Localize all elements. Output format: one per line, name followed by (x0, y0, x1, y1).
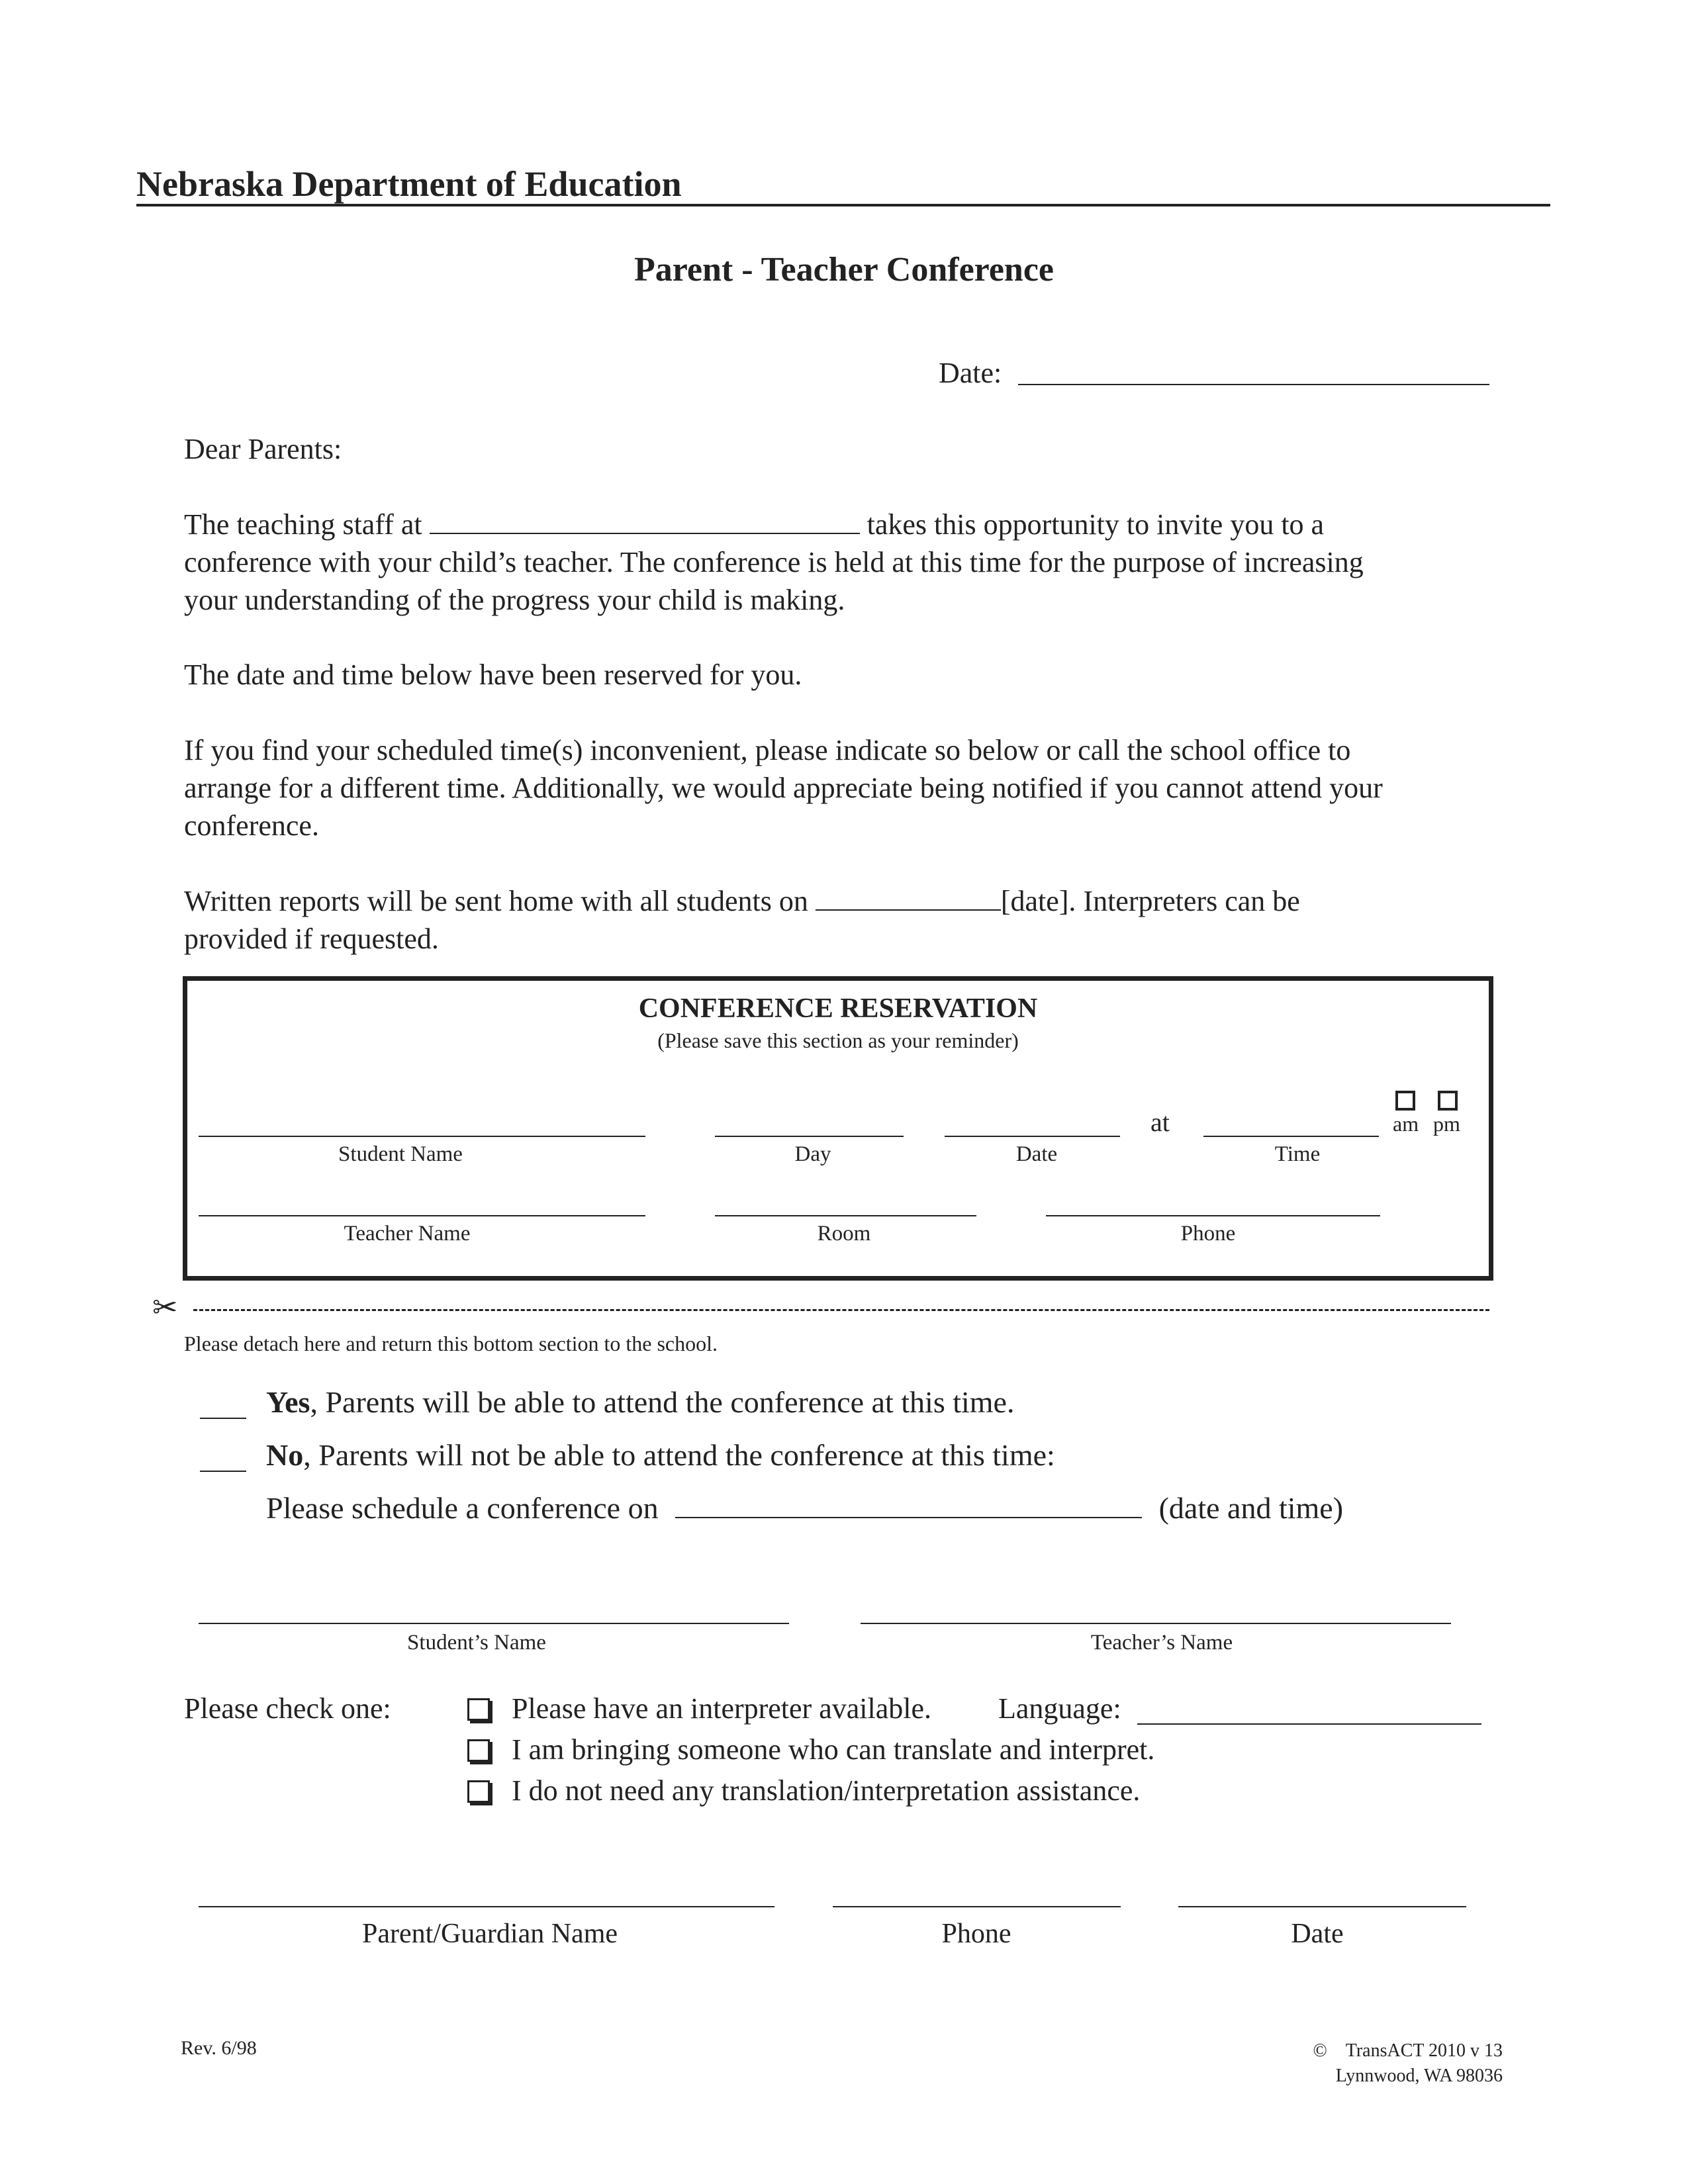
student-name-label: Student Name (338, 1142, 463, 1166)
parent-name-line[interactable] (199, 1906, 774, 1907)
room-label: Room (817, 1222, 871, 1246)
paragraph-reserved: The date and time below have been reserved for you. (184, 659, 802, 691)
revision-note: Rev. 6/98 (181, 2037, 257, 2059)
copyright-icon: © (1313, 2040, 1327, 2061)
day-label: Day (794, 1142, 831, 1166)
reschedule-blank[interactable] (675, 1493, 1142, 1518)
phone-line[interactable] (1046, 1215, 1380, 1216)
checkbox-icon[interactable] (467, 1780, 490, 1803)
language-label: Language: (998, 1692, 1121, 1725)
school-name-blank[interactable] (430, 509, 860, 534)
schedule-line-text: Please schedule a conference on (date and time) (266, 1491, 1344, 1525)
parent-name-label: Parent/Guardian Name (361, 1919, 618, 1949)
page-title: Parent - Teacher Conference (634, 251, 1054, 289)
detach-dashed-line (193, 1309, 1489, 1311)
reservation-title: CONFERENCE RESERVATION (638, 993, 1038, 1024)
scissors-icon: ✂ (152, 1289, 178, 1325)
pm-label: pm (1433, 1112, 1460, 1136)
at-label: at (1150, 1107, 1170, 1137)
phone-label: Phone (1180, 1222, 1236, 1246)
teacher-name-label: Teacher Name (344, 1222, 471, 1246)
time-label: Time (1274, 1142, 1321, 1166)
parent-date-label: Date (1291, 1919, 1344, 1949)
student-name-line[interactable] (199, 1136, 645, 1137)
salutation: Dear Parents: (184, 433, 342, 465)
date-label: Date: (939, 357, 1002, 389)
copyright-block: © TransACT 2010 v 13 Lynnwood, WA 98036 (1313, 2040, 1503, 2086)
checkbox-icon[interactable] (467, 1739, 490, 1762)
no-assistance-option[interactable]: I do not need any translation/interpretation assistance. (467, 1774, 1140, 1807)
interpreter-option[interactable]: Please have an interpreter available. (467, 1692, 931, 1725)
date-field-line[interactable] (1018, 384, 1489, 385)
no-blank[interactable] (200, 1471, 246, 1472)
detach-instructions: Please detach here and return this bottom section to the school. (184, 1332, 718, 1355)
report-date-blank[interactable] (816, 886, 1001, 911)
org-name: Nebraska Department of Education (136, 164, 682, 204)
am-label: am (1393, 1112, 1419, 1136)
yes-statement: Yes, Parents will be able to attend the conference at this time. (266, 1385, 1015, 1419)
checkbox-icon[interactable] (467, 1698, 490, 1721)
am-checkbox[interactable] (1395, 1091, 1415, 1111)
paragraph-inconvenient: If you find your scheduled time(s) inconvenient, please indicate so below or call the school office to arrange for a different time. Additionally, we would appreciate being notified if you cannot attend your conference. (184, 734, 1383, 842)
no-statement: No, Parents will not be able to attend the conference at this time: (266, 1438, 1055, 1472)
room-line[interactable] (715, 1215, 976, 1216)
translator-option[interactable]: I am bringing someone who can translate and interpret. (467, 1733, 1154, 1766)
date-line[interactable] (945, 1136, 1120, 1137)
date-label-small: Date (1015, 1142, 1058, 1166)
check-one-label: Please check one: (184, 1692, 391, 1725)
yes-blank[interactable] (200, 1418, 246, 1419)
parent-date-line[interactable] (1178, 1906, 1466, 1907)
parent-phone-line[interactable] (833, 1906, 1121, 1907)
time-line[interactable] (1203, 1136, 1379, 1137)
day-line[interactable] (715, 1136, 904, 1137)
teacher-name-line[interactable] (199, 1215, 645, 1216)
paragraph-invitation: The teaching staff at takes this opportunity to invite you to a conference with your child’s teacher. The conference is held at this time for the purpose of increasing your understanding of the progress your child is making. (184, 508, 1364, 616)
pm-checkbox[interactable] (1438, 1091, 1458, 1111)
teachers-name-label: Teacher’s Name (1090, 1631, 1233, 1655)
language-line[interactable] (1137, 1723, 1481, 1725)
students-name-line[interactable] (199, 1623, 789, 1624)
reservation-subtitle: (Please save this section as your reminder) (657, 1028, 1019, 1052)
parent-phone-label: Phone (941, 1919, 1011, 1949)
org-header (136, 164, 1550, 206)
teachers-name-line[interactable] (861, 1623, 1451, 1624)
paragraph-reports: Written reports will be sent home with all students on [date]. Interpreters can be provided if requested. (184, 885, 1300, 955)
students-name-label: Student’s Name (407, 1631, 546, 1655)
